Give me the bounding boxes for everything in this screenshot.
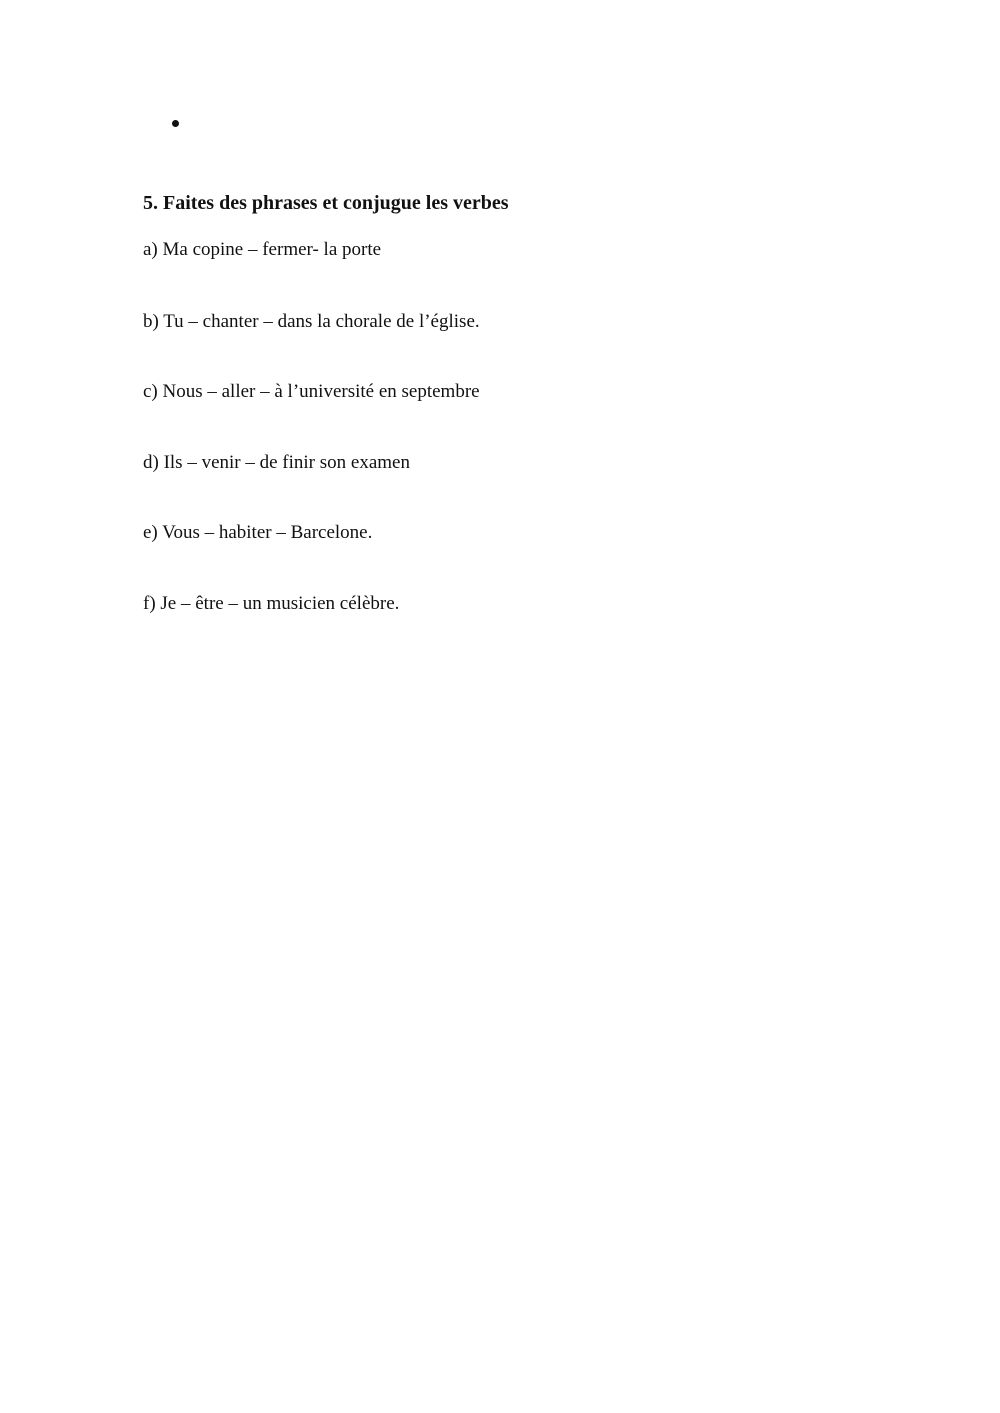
exercise-item-f: f) Je – être – un musicien célèbre. [143, 593, 400, 614]
exercise-item-a: a) Ma copine – fermer- la porte [143, 239, 382, 260]
exercise-item-e: e) Vous – habiter – Barcelone. [143, 522, 373, 543]
exercise-item-d: d) Ils – venir – de finir son examen [143, 452, 410, 473]
exercise-item-b: b) Tu – chanter – dans la chorale de l’église. [143, 311, 480, 332]
bullet-point [172, 120, 179, 127]
exercise-item-c: c) Nous – aller – à l’université en septembre [143, 381, 480, 402]
exercise-heading: 5. Faites des phrases et conjugue les verbes [143, 192, 509, 214]
